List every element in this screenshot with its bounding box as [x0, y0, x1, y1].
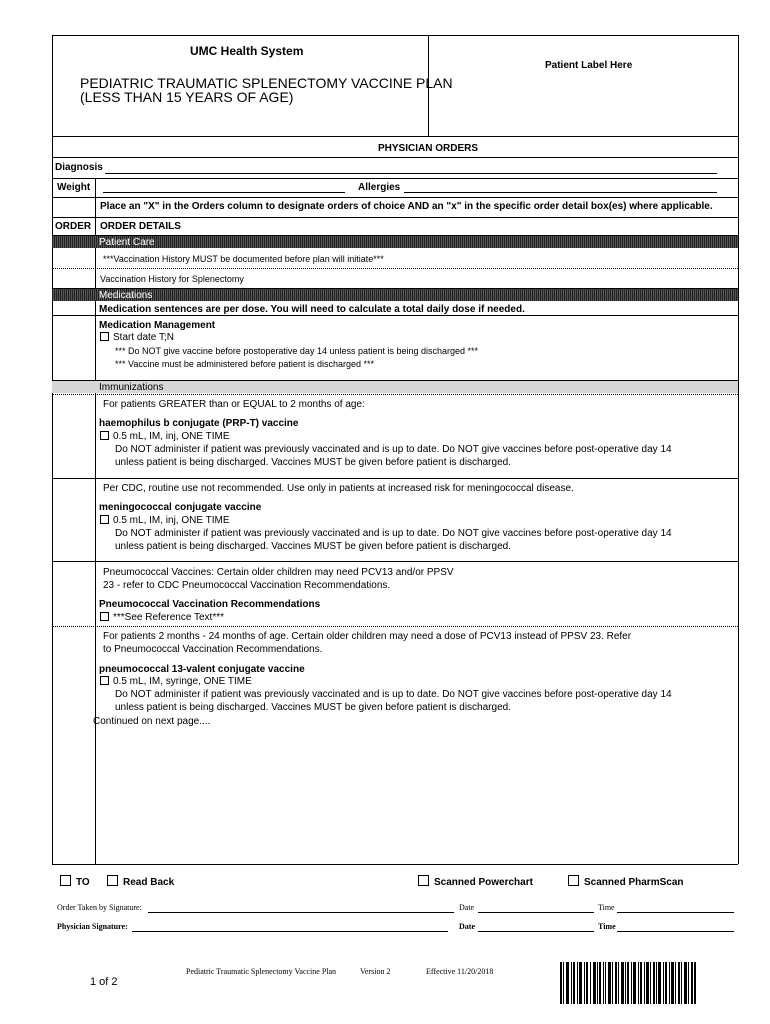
scanned-powerchart-label: Scanned Powerchart — [434, 877, 533, 888]
row-border — [52, 478, 738, 479]
row-border — [52, 197, 738, 198]
org-name: UMC Health System — [190, 44, 304, 58]
allergies-field[interactable] — [404, 192, 717, 193]
immunizations-heading: Immunizations — [99, 382, 164, 393]
to-option[interactable] — [60, 875, 90, 888]
physician-signature-field[interactable] — [132, 931, 448, 932]
doc-version: Version 2 — [360, 967, 391, 976]
medication-note-1: *** Do NOT give vaccine before postoperative day 14 unless patient is being discharged *** — [115, 346, 479, 356]
pcv13-note-1: Do NOT administer if patient was previously vaccinated and is up to date. Do NOT give vaccines before post-operative day 14 — [115, 689, 672, 700]
patient-care-note: ***Vaccination History MUST be documented before plan will initiate*** — [103, 254, 384, 264]
row-border — [52, 157, 738, 158]
mening-note-1: Do NOT administer if patient was previously vaccinated and is up to date. Do NOT give vaccines before post-operative day 14 — [115, 528, 672, 539]
row-border — [52, 315, 738, 316]
plan-title-line1: PEDIATRIC TRAUMATIC SPLENECTOMY VACCINE PLAN — [80, 75, 453, 91]
mening-intro: Per CDC, routine use not recommended. Use only in patients at increased risk for meningococcal disease. — [103, 483, 574, 494]
order-taken-signature-field[interactable] — [148, 912, 454, 913]
physician-date-field[interactable] — [478, 931, 594, 932]
continued-text: Continued on next page.... — [93, 716, 211, 727]
page-number: 1 of 2 — [90, 976, 118, 988]
instruction-text: Place an "X" in the Orders column to designate orders of choice AND an "x" in the specific order detail box(es) where applicable. — [100, 201, 713, 212]
medications-heading: Medications — [99, 290, 153, 301]
row-divider — [52, 394, 738, 395]
mening-dose-option[interactable] — [100, 515, 230, 526]
start-date-option[interactable] — [100, 332, 174, 343]
hib-dose-option[interactable] — [100, 431, 230, 442]
hib-intro: For patients GREATER than or EQUAL to 2 months of age: — [103, 399, 365, 410]
diagnosis-field[interactable] — [105, 173, 717, 174]
scanned-pharmscan-checkbox[interactable] — [568, 875, 579, 886]
row-divider — [52, 268, 738, 269]
doc-effective-date: Effective 11/20/2018 — [426, 967, 494, 976]
row-border — [52, 178, 738, 179]
order-taken-label: Order Taken by Signature: — [57, 903, 142, 912]
patient-label: Patient Label Here — [545, 60, 633, 71]
order-details-column-header: ORDER DETAILS — [100, 221, 181, 232]
vaccination-history[interactable]: Vaccination History for Splenectomy — [100, 274, 244, 284]
medication-note-2: *** Vaccine must be administered before patient is discharged *** — [115, 359, 374, 369]
pneumo-intro-1: Pneumococcal Vaccines: Certain older children may need PCV13 and/or PPSV — [103, 567, 454, 578]
weight-field[interactable] — [103, 192, 345, 193]
read-back-checkbox[interactable] — [107, 875, 118, 886]
physician-signature-label: Physician Signature: — [57, 922, 128, 931]
order-taken-time-label: Time — [598, 903, 615, 912]
hib-note-1: Do NOT administer if patient was previously vaccinated and is up to date. Do NOT give vaccines before post-operative day 14 — [115, 444, 672, 455]
mening-note-2: unless patient is being discharged. Vaccines MUST be given before patient is discharged. — [115, 541, 511, 552]
pcv13-dose-label: 0.5 mL, IM, syringe, ONE TIME — [113, 676, 252, 687]
medications-subheading: Medication sentences are per dose. You will need to calculate a total daily dose if needed. — [99, 304, 525, 315]
header-bottom-border — [52, 136, 738, 137]
physician-time-field[interactable] — [617, 931, 734, 932]
physician-orders-heading: PHYSICIAN ORDERS — [378, 143, 479, 154]
pneumo-ref-checkbox[interactable] — [100, 612, 109, 621]
start-date-checkbox[interactable] — [100, 332, 109, 341]
scanned-powerchart-option[interactable] — [418, 875, 533, 888]
row-border — [52, 217, 738, 218]
mening-dose-checkbox[interactable] — [100, 515, 109, 524]
allergies-label: Allergies — [358, 182, 401, 193]
patient-care-heading: Patient Care — [99, 237, 155, 248]
start-date-label: Start date T;N — [113, 332, 174, 343]
row-divider — [52, 626, 738, 627]
read-back-option[interactable] — [107, 875, 174, 888]
pneumo-ref-label: ***See Reference Text*** — [113, 612, 224, 623]
mening-title: meningococcal conjugate vaccine — [99, 502, 262, 513]
pneumo-intro-2: 23 - refer to CDC Pneumococcal Vaccination Recommendations. — [103, 580, 391, 591]
physician-time-label: Time — [598, 922, 616, 931]
diagnosis-label: Diagnosis — [55, 162, 103, 173]
form-bottom-border — [52, 864, 738, 865]
weight-label: Weight — [57, 182, 91, 193]
pneumo-title: Pneumococcal Vaccination Recommendations — [99, 599, 321, 610]
hib-dose-checkbox[interactable] — [100, 431, 109, 440]
form-right-border — [738, 35, 739, 864]
physician-date-label: Date — [459, 922, 475, 931]
to-label: TO — [76, 877, 90, 888]
row-border — [52, 561, 738, 562]
pcv13-intro-2: to Pneumococcal Vaccination Recommendations. — [103, 644, 323, 655]
order-taken-time-field[interactable] — [617, 912, 734, 913]
barcode-image — [560, 962, 696, 1004]
scanned-powerchart-checkbox[interactable] — [418, 875, 429, 886]
mening-dose-label: 0.5 mL, IM, inj, ONE TIME — [113, 515, 230, 526]
pcv13-title: pneumococcal 13-valent conjugate vaccine — [99, 664, 305, 675]
doc-name: Pediatric Traumatic Splenectomy Vaccine Plan — [186, 967, 337, 976]
read-back-label: Read Back — [123, 877, 175, 888]
form-left-border — [52, 35, 53, 864]
pneumo-ref-option[interactable] — [100, 612, 224, 623]
order-taken-date-label: Date — [459, 903, 475, 912]
plan-title-line2: (LESS THAN 15 YEARS OF AGE) — [80, 89, 294, 105]
to-checkbox[interactable] — [60, 875, 71, 886]
hib-note-2: unless patient is being discharged. Vaccines MUST be given before patient is discharged. — [115, 457, 511, 468]
scanned-pharmscan-option[interactable] — [568, 875, 683, 888]
pcv13-intro-1: For patients 2 months - 24 months of age. Certain older children may need a dose of PCV13 instead of PPSV 23. Refer — [103, 631, 632, 642]
header-top-border — [52, 35, 738, 36]
order-taken-date-field[interactable] — [478, 912, 594, 913]
pcv13-dose-option[interactable] — [100, 676, 252, 687]
pcv13-note-2: unless patient is being discharged. Vaccines MUST be given before patient is discharged. — [115, 702, 511, 713]
section-bar — [52, 289, 738, 301]
order-column-header: ORDER — [55, 221, 92, 232]
scanned-pharmscan-label: Scanned PharmScan — [584, 877, 684, 888]
order-column-divider — [95, 178, 96, 864]
hib-dose-label: 0.5 mL, IM, inj, ONE TIME — [113, 431, 230, 442]
pcv13-dose-checkbox[interactable] — [100, 676, 109, 685]
hib-title: haemophilus b conjugate (PRP-T) vaccine — [99, 418, 299, 429]
medication-management-title: Medication Management — [99, 320, 216, 331]
